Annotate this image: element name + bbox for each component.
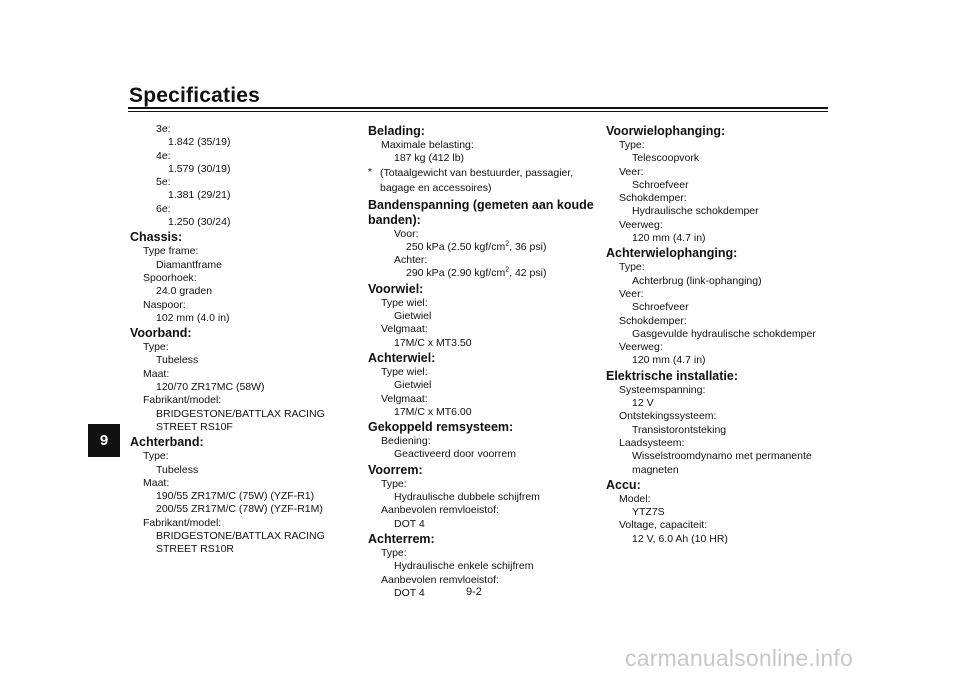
spec-value: Diamantframe xyxy=(156,258,222,271)
spec-value: Schroefveer xyxy=(632,178,689,191)
spec-value: 17M/C x MT6.00 xyxy=(394,405,472,418)
spec-column-1 xyxy=(130,123,360,557)
spec-label: Systeemspanning: xyxy=(619,383,706,396)
spec-value: 12 V xyxy=(632,397,654,410)
section-heading-front-tire: Voorband: xyxy=(130,326,192,341)
spec-label: Fabrikant/model: xyxy=(143,394,222,407)
spec-label: Laadsysteem: xyxy=(619,436,685,449)
section-heading-front-suspension: Voorwielophanging: xyxy=(606,124,726,138)
section-heading-battery: Accu: xyxy=(606,477,641,492)
spec-label: Velgmaat: xyxy=(381,323,428,336)
spec-value: BRIDGESTONE/BATTLAX RACING xyxy=(156,530,325,543)
spec-label: Veerweg: xyxy=(619,218,663,231)
section-heading-loading: Belading: xyxy=(368,124,425,138)
spec-value: DOT 4 xyxy=(394,517,425,530)
section-heading-rear-tire: Achterband: xyxy=(130,435,204,450)
spec-label: Spoorhoek: xyxy=(143,271,197,284)
section-heading-rear-brake: Achterrem: xyxy=(368,531,435,546)
page-number: 9-2 xyxy=(466,586,482,598)
spec-label: Type: xyxy=(381,546,407,559)
value-part: , 36 psi) xyxy=(509,240,547,253)
header-rule xyxy=(128,107,828,109)
spec-label: Aanbevolen remvloeistof: xyxy=(381,504,499,517)
page-title: Specificaties xyxy=(129,84,260,107)
spec-value: magneten xyxy=(632,463,679,476)
spec-column-3 xyxy=(606,123,831,546)
section-heading-front-wheel: Voorwiel: xyxy=(368,281,424,296)
spec-value: 187 kg (412 lb) xyxy=(394,152,465,165)
spec-value: Geactiveerd door voorrem xyxy=(394,448,516,461)
spec-value: STREET RS10R xyxy=(156,543,234,556)
spec-label: Maat: xyxy=(143,476,170,489)
spec-label: Achter: xyxy=(394,254,428,267)
spec-value: 120 mm (4.7 in) xyxy=(632,232,706,245)
watermark: carmanualsonline.info xyxy=(625,645,853,671)
spec-label: Aanbevolen remvloeistof: xyxy=(381,573,499,586)
spec-value: BRIDGESTONE/BATTLAX RACING xyxy=(156,407,325,420)
spec-value: 12 V, 6.0 Ah (10 HR) xyxy=(632,532,728,545)
spec-value: DOT 4 xyxy=(394,586,425,599)
spec-label: Type wiel: xyxy=(381,365,428,378)
spec-value: Tubeless xyxy=(156,354,199,367)
spec-value: Hydraulische enkele schijfrem xyxy=(394,560,534,573)
spec-label: 5e: xyxy=(156,176,171,189)
spec-label: Type: xyxy=(143,450,169,463)
spec-label: Type frame: xyxy=(143,245,199,258)
section-heading-rear-wheel: Achterwiel: xyxy=(368,350,436,365)
spec-value: Hydraulische schokdemper xyxy=(632,205,759,218)
spec-label: Veerweg: xyxy=(619,341,663,354)
spec-label: Schokdemper: xyxy=(619,192,687,205)
spec-value: Transistorontsteking xyxy=(632,423,727,436)
spec-value: Gietwiel xyxy=(394,379,432,392)
spec-label: Veer: xyxy=(619,287,644,300)
section-heading-chassis: Chassis: xyxy=(130,230,183,245)
spec-label: Bediening: xyxy=(381,435,431,448)
spec-value: 1.579 (30/19) xyxy=(168,162,231,175)
spec-value: 24.0 graden xyxy=(156,285,213,298)
spec-label: Ontstekingssysteem: xyxy=(619,410,717,423)
spec-label: Schokdemper: xyxy=(619,314,687,327)
value-part: 290 kPa (2.90 kgf/cm xyxy=(406,267,506,280)
spec-label: Veer: xyxy=(619,165,644,178)
spec-value: YTZ7S xyxy=(632,506,665,519)
spec-value: STREET RS10F xyxy=(156,420,233,433)
spec-value: Schroefveer xyxy=(632,301,689,314)
spec-value xyxy=(368,241,600,254)
note-asterisk: * xyxy=(368,165,373,178)
superscript: 2 xyxy=(505,266,510,274)
spec-column-2 xyxy=(368,123,600,600)
spec-label: Velgmaat: xyxy=(381,392,428,405)
spec-value: 200/55 ZR17M/C (78W) (YZF-R1M) xyxy=(156,503,323,516)
spec-label: Type: xyxy=(143,341,169,354)
section-heading-tire-pressure: Bandenspanning (gemeten aan koude banden): xyxy=(368,197,594,227)
spec-label: Model: xyxy=(619,492,651,505)
load-note xyxy=(368,166,600,197)
spec-label: Fabrikant/model: xyxy=(143,516,222,529)
spec-label: Type wiel: xyxy=(381,296,428,309)
note-text: (Totaalgewicht van bestuurder, passagier, bagage en accessoires) xyxy=(380,166,574,195)
spec-label: Maximale belasting: xyxy=(381,139,474,151)
spec-label: Type: xyxy=(381,477,407,490)
superscript: 2 xyxy=(505,240,510,248)
spec-value: Hydraulische dubbele schijfrem xyxy=(394,491,540,504)
spec-value: Tubeless xyxy=(156,463,199,476)
spec-value: Wisselstroomdynamo met permanente xyxy=(632,450,812,463)
spec-value: 120/70 ZR17MC (58W) xyxy=(156,381,265,394)
header-rule-thin xyxy=(128,111,828,112)
spec-value: 102 mm (4.0 in) xyxy=(156,311,230,324)
spec-label: 6e: xyxy=(156,202,171,215)
spec-value: 190/55 ZR17M/C (75W) (YZF-R1) xyxy=(156,490,315,503)
section-heading-front-brake: Voorrem: xyxy=(368,462,423,477)
spec-label: 4e: xyxy=(156,149,171,162)
spec-value: 1.842 (35/19) xyxy=(168,136,231,149)
spec-value: Achterbrug (link-ophanging) xyxy=(632,274,762,287)
spec-value: Gasgevulde hydraulische schokdemper xyxy=(632,327,816,340)
spec-value: 1.250 (30/24) xyxy=(168,216,231,229)
spec-label: Naspoor: xyxy=(143,298,186,311)
spec-label: Type: xyxy=(619,261,645,274)
value-part: , 42 psi) xyxy=(509,267,547,280)
spec-label: Maat: xyxy=(143,367,170,380)
gear-ratios xyxy=(130,123,360,229)
spec-label: Voltage, capaciteit: xyxy=(619,519,708,532)
spec-label: Voor: xyxy=(394,227,419,240)
spec-label: 3e: xyxy=(156,123,171,135)
section-heading-electrical: Elektrische installatie: xyxy=(606,368,739,383)
spec-value: 17M/C x MT3.50 xyxy=(394,336,472,349)
spec-value: 120 mm (4.7 in) xyxy=(632,354,706,367)
spec-value xyxy=(368,267,600,280)
value-part: 250 kPa (2.50 kgf/cm xyxy=(406,240,506,253)
spec-value: Gietwiel xyxy=(394,310,432,323)
section-heading-rear-suspension: Achterwielophanging: xyxy=(606,246,738,261)
spec-value: Telescoopvork xyxy=(632,152,700,165)
spec-label: Type: xyxy=(619,139,645,151)
chapter-tab: 9 xyxy=(88,424,120,457)
spec-value: 1.381 (29/21) xyxy=(168,189,231,202)
section-heading-combined-brake: Gekoppeld remsysteem: xyxy=(368,420,514,435)
